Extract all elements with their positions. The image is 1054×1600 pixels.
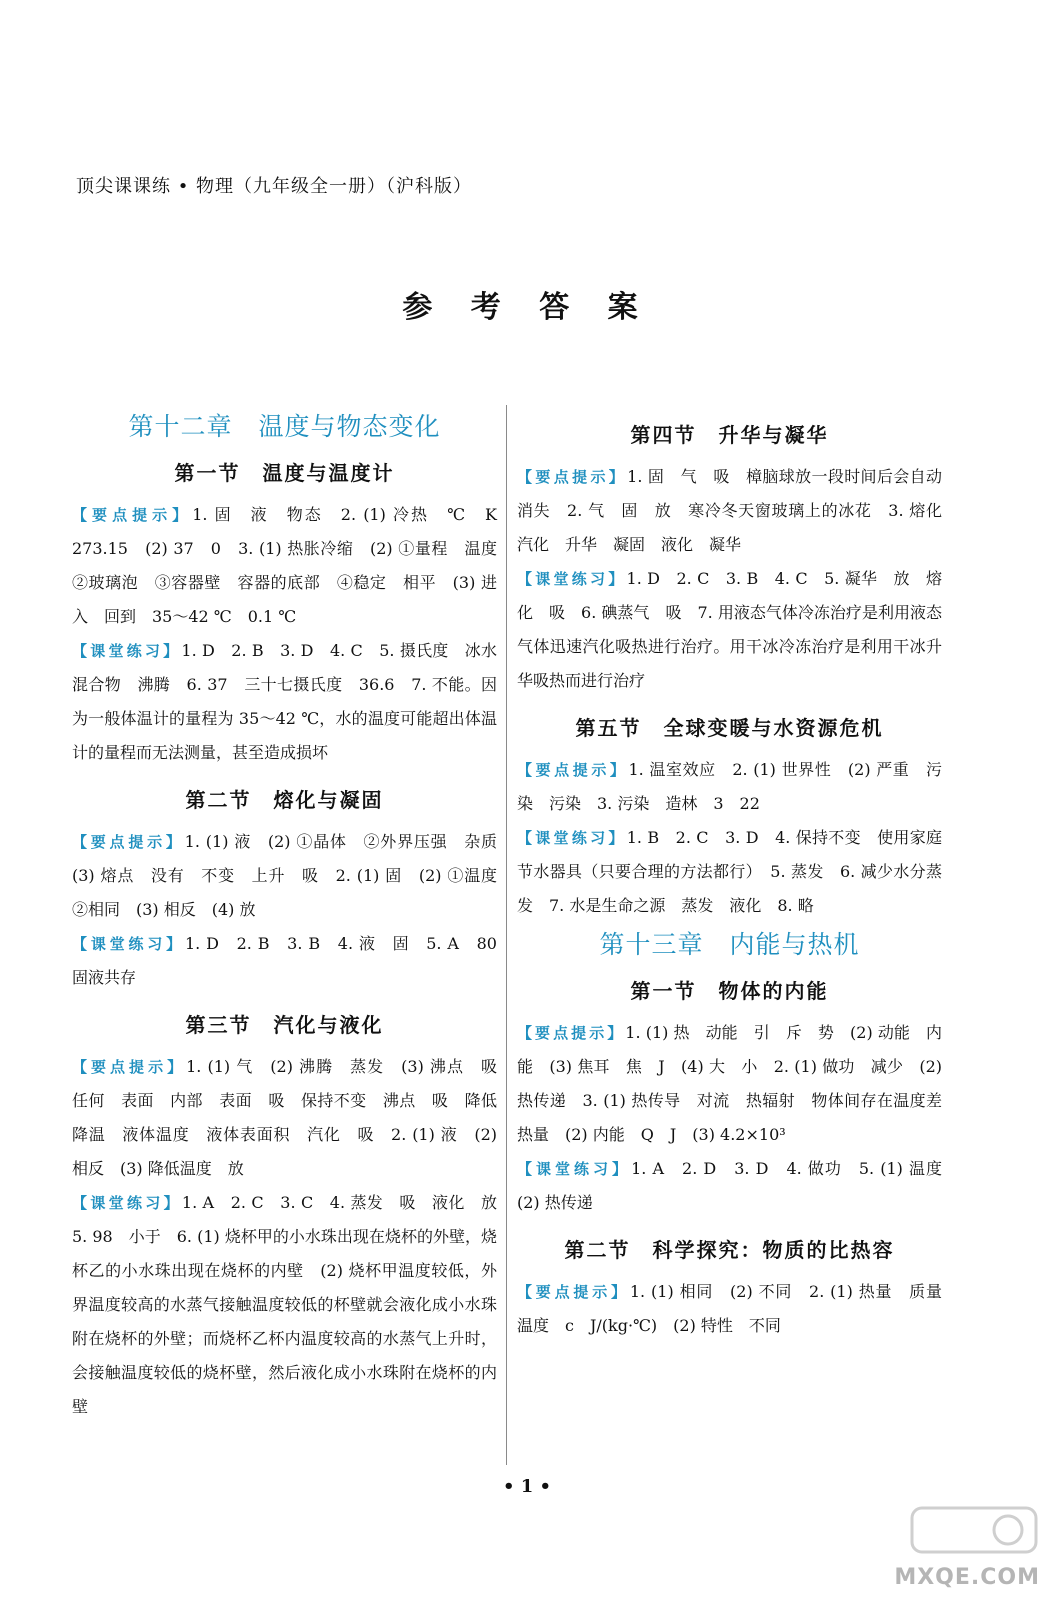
practice-tag: 【课堂练习】	[72, 935, 185, 953]
section-12-5-title: 第五节 全球变暖与水资源危机	[575, 716, 884, 740]
section-13-2-hint	[517, 1275, 958, 1343]
practice-text: 1. D 2. C 3. B 4. C 5. 凝华 放 熔化 吸 6. 碘蒸气 吸 7. 用液态气体冷冻治疗是利用液态气体迅速汽化吸热进行治疗。用干冰冷冻治疗是利用干冰升华吸热而进行治疗	[517, 569, 942, 690]
section-12-1-practice	[72, 634, 497, 770]
section-13-2-title: 第二节 科学探究：物质的比热容	[564, 1238, 895, 1262]
hint-tag: 【要点提示】	[72, 1058, 187, 1076]
hint-text: 1. (1) 相同 (2) 不同 2. (1) 热量 质量 温度 c J/(kg·℃) (2) 特性 不同	[517, 1282, 958, 1335]
chapter-12-heading: 第十二章 温度与物态变化	[128, 412, 441, 441]
hint-text: 1. (1) 热 动能 引 斥 势 (2) 动能 内能 (3) 焦耳 焦 J (4) 大 小 2. (1) 做功 减少 (2) 热传递 3. (1) 热传导 对流 热辐射 物体间存在温度差 热量 (2) 内能 Q J (3) 4.2×10³	[517, 1023, 959, 1144]
hint-text: 1. 温室效应 2. (1) 世界性 (2) 严重 污染 污染 3. 污染 造林 3 22	[517, 760, 942, 813]
practice-tag: 【课堂练习】	[72, 642, 182, 660]
section-12-2-hint	[72, 825, 514, 927]
section-12-1-title: 第一节 温度与温度计	[174, 461, 395, 485]
practice-tag: 【课堂练习】	[517, 570, 627, 588]
page-number: • 1 •	[502, 1476, 552, 1497]
practice-text: 1. D 2. B 3. D 4. C 5. 摄氏度 冰水混合物 沸腾 6. 37 三十七摄氏度 36.6 7. 不能。因为一般体温计的量程为 35～42 ℃，水的温度可能超出体温计的量程而无法测量，甚至造成损坏	[72, 641, 497, 762]
practice-tag: 【课堂练习】	[517, 1160, 632, 1178]
hint-text: 1. 固 气 吸 樟脑球放一段时间后会自动消失 2. 气 固 放 寒冷冬天窗玻璃上的冰花 3. 熔化 汽化 升华 凝固 液化 凝华	[517, 467, 959, 554]
chapter-13-heading: 第十三章 内能与热机	[599, 930, 860, 959]
section-12-4-hint	[517, 460, 959, 562]
section-12-3-title: 第三节 汽化与液化	[185, 1013, 384, 1037]
right-column	[517, 405, 959, 1343]
section-12-4-practice	[517, 562, 942, 698]
section-12-2-practice	[72, 927, 513, 995]
section-12-3-hint	[72, 1050, 514, 1186]
section-12-5-hint	[517, 753, 942, 821]
practice-tag: 【课堂练习】	[517, 829, 627, 847]
book-header: 顶尖课课练 • 物理（九年级全一册）（沪科版）	[76, 176, 473, 197]
practice-text: 1. A 2. D 3. D 4. 做功 5. (1) 温度 (2) 热传递	[517, 1159, 958, 1212]
section-12-3-practice	[72, 1186, 514, 1424]
section-13-1-practice	[517, 1152, 958, 1220]
left-column	[72, 405, 514, 1424]
hint-text: 1. 固 液 物态 2. (1) 冷热 ℃ K 273.15 (2) 37 0 3. (1) 热胀冷缩 (2) ①量程 温度 ②玻璃泡 ③容器壁 容器的底部 ④稳定 相平 (3) 进入 回到 35～42 ℃ 0.1 ℃	[72, 505, 514, 626]
practice-text: 1. A 2. C 3. C 4. 蒸发 吸 液化 放 5. 98 小于 6. (1) 烧杯甲的小水珠出现在烧杯的外壁，烧杯乙的小水珠出现在烧杯的内壁 (2) 烧杯甲温度较低，外界温度较高的水蒸气接触温度较低的杯壁就会液化成小水珠附在烧杯的外壁；而烧杯乙杯内温度较高的水蒸气上升时，会接触温度较低的烧杯壁，然后液化成小水珠附在烧杯的内壁	[72, 1193, 514, 1416]
hint-tag: 【要点提示】	[517, 1024, 626, 1042]
watermark-text: MXQE.COM	[894, 1565, 1040, 1590]
hint-text: 1. (1) 液 (2) ①晶体 ②外界压强 杂质 (3) 熔点 没有 不变 上升 吸 2. (1) 固 (2) ①温度 ②相同 (3) 相反 (4) 放	[72, 832, 514, 919]
section-12-2-title: 第二节 熔化与凝固	[185, 788, 384, 812]
practice-text: 1. B 2. C 3. D 4. 保持不变 使用家庭节水器具（只要合理的方法都行） 5. 蒸发 6. 减少水分蒸发 7. 水是生命之源 蒸发 液化 8. 略	[517, 828, 942, 915]
section-13-1-title: 第一节 物体的内能	[630, 979, 829, 1003]
section-12-4-title: 第四节 升华与凝华	[630, 423, 829, 447]
section-12-1-hint	[72, 498, 514, 634]
section-12-5-practice	[517, 821, 942, 923]
hint-tag: 【要点提示】	[72, 833, 185, 851]
page-title: 参 考 答 案	[402, 290, 652, 325]
practice-text: 1. D 2. B 3. B 4. 液 固 5. A 80 固液共存	[72, 934, 513, 987]
hint-tag: 【要点提示】	[517, 1283, 630, 1301]
practice-tag: 【课堂练习】	[72, 1194, 182, 1212]
hint-tag: 【要点提示】	[517, 468, 628, 486]
hint-text: 1. (1) 气 (2) 沸腾 蒸发 (3) 沸点 吸 任何 表面 内部 表面 吸 保持不变 沸点 吸 降低 降温 液体温度 液体表面积 汽化 吸 2. (1) 液 (2) 相反 (3) 降低温度 放	[72, 1057, 514, 1178]
section-13-1-hint	[517, 1016, 959, 1152]
hint-tag: 【要点提示】	[72, 506, 193, 524]
hint-tag: 【要点提示】	[517, 761, 629, 779]
